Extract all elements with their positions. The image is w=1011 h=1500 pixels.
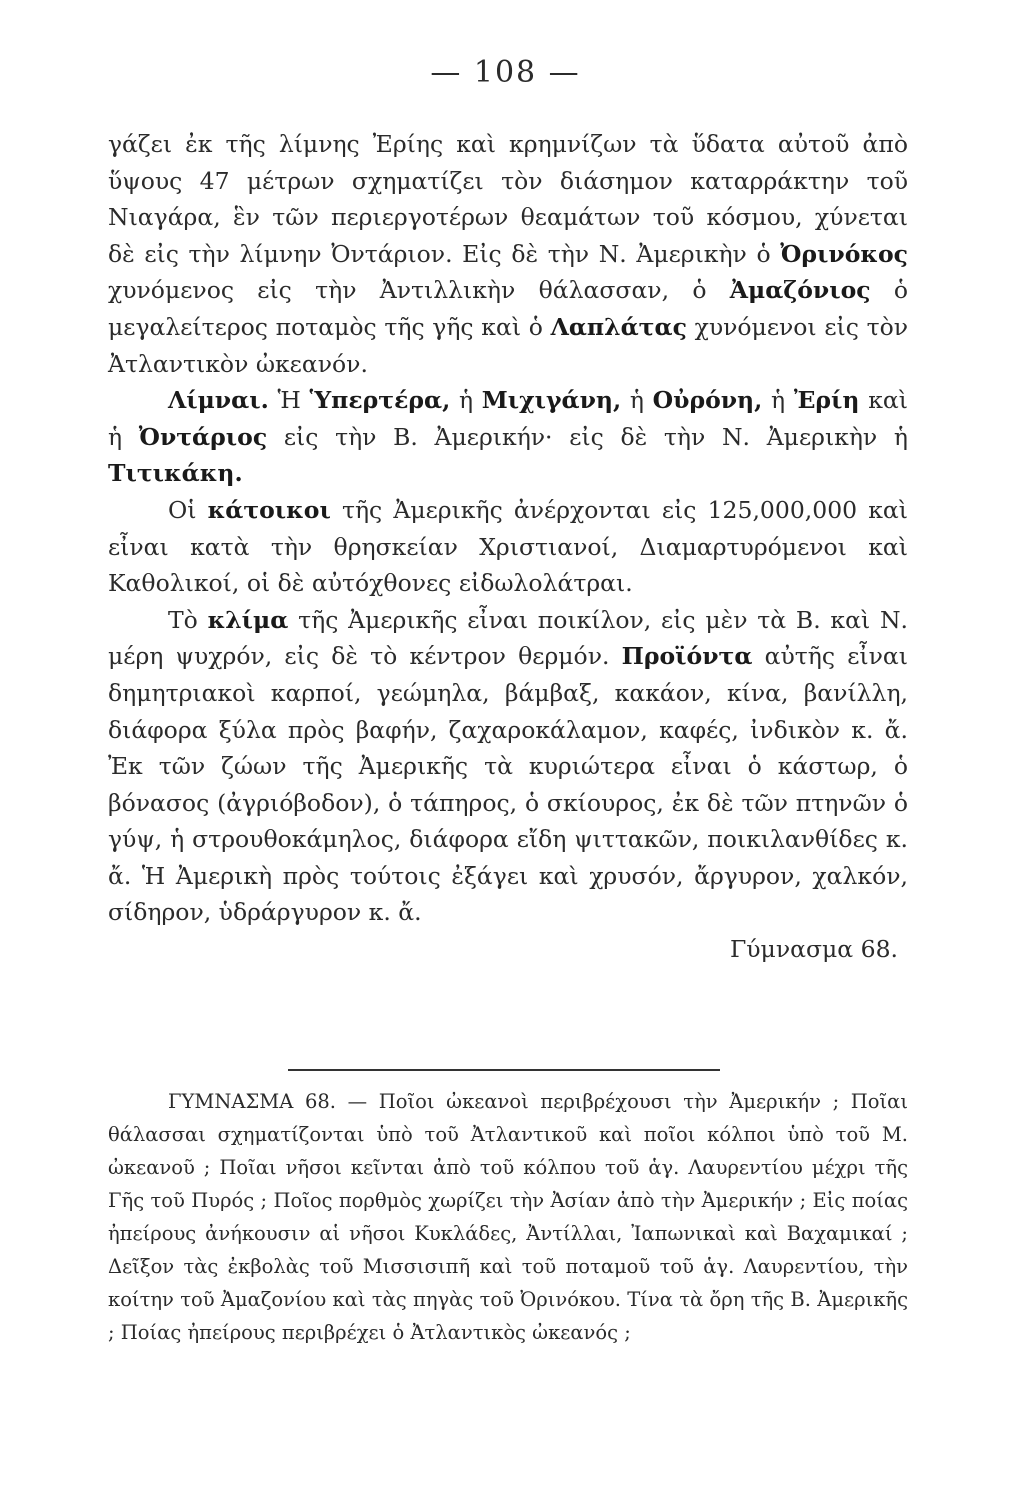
exercise-reference: Γύμνασμα 68.: [729, 935, 898, 964]
footnote-exercise: [108, 1085, 908, 1349]
text-segment: χυνόμενοι εἰς τὸν Ἀτλαντικὸν ὠκεανόν.: [108, 312, 909, 378]
term-ouroni: Οὐρόνη,: [652, 386, 763, 415]
text-segment: ἡ: [450, 386, 482, 415]
paragraph-inhabitants: [108, 492, 908, 602]
term-erii: Ἐρίη: [793, 386, 860, 415]
term-michigani: Μιχιγάνη,: [481, 386, 622, 415]
paragraph-lakes: [108, 382, 908, 492]
text-segment: τῆς Ἀμερικῆς ἀνέρχονται εἰς 125,000,000 καὶ εἶναι κατὰ τὴν θρησκείαν Χριστιανοί, Διαμαρτυρόμενοι καὶ Καθολικοί, οἱ δὲ αὐτόχθονες εἰδωλολάτραι.: [108, 495, 908, 598]
term-ontarios: Ὀντάριος: [138, 422, 268, 451]
footnote-text: — Ποῖοι ὠκεανοὶ περιβρέχουσι τὴν Ἀμερικήν ; Ποῖαι θάλασσαι σχηματίζονται ὑπὸ τοῦ Ἀτλαντικοῦ καὶ ποῖοι κόλποι ὑπὸ τοῦ Μ. ὠκεανοῦ ; Ποῖαι νῆσοι κεῖνται ἀπὸ τοῦ κόλπου τοῦ ἁγ. Λαυρεντίου μέχρι τῆς Γῆς τοῦ Πυρός ; Ποῖος πορθμὸς χωρίζει τὴν Ἀσίαν ἀπὸ τὴν Ἀμερικήν ; Εἰς ποίας ἠπείρους ἀνήκουσιν αἱ νῆσοι Κυκλάδες, Ἀντίλλαι, Ἰαπωνικαὶ καὶ Βαχαμικαί ; Δεῖξον τὰς ἐκβολὰς τοῦ Μισσισιπῆ καὶ τοῦ ποταμοῦ τοῦ ἁγ. Λαυρεντίου, τὴν κοίτην τοῦ Ἀμαζονίου καὶ τὰς πηγὰς τοῦ Ὀρινόκου. Τίνα τὰ ὄρη τῆς Β. Ἀμερικῆς ; Ποίας ἠπείρους περιβρέχει ὁ Ἀτλαντικὸς ὠκεανός ;: [108, 1090, 908, 1344]
term-orinokos: Ὀρινόκος: [780, 239, 908, 268]
term-proionta: Προϊόντα: [621, 642, 753, 671]
text-segment: ἡ: [762, 386, 794, 415]
footnote-label: ΓΥΜΝΑΣΜΑ 68.: [168, 1090, 336, 1113]
page-number: — 108 —: [430, 55, 581, 90]
text-segment: καὶ ἡ: [108, 386, 908, 451]
main-text: [108, 126, 908, 968]
term-ypertera: Ὑπερτέρα,: [309, 386, 451, 415]
term-klima: κλίμα: [207, 605, 289, 634]
term-katoikoi: κάτοικοι: [207, 495, 331, 524]
term-amazonios: Ἀμαζόνιος: [729, 276, 871, 305]
text-segment: ἡ: [621, 386, 653, 415]
heading-limnai: Λίμναι.: [168, 386, 269, 415]
footnote-divider: [288, 1069, 720, 1071]
text-segment: Οἱ: [168, 495, 208, 524]
text-segment: Τὸ: [168, 605, 208, 634]
term-laplatas: Λαπλάτας: [550, 312, 687, 341]
text-segment: αὐτῆς εἶναι δημητριακοὶ καρποί, γεώμηλα, βάμβαξ, κακάον, κίνα, βανίλλη, διάφορα ξύλα πρὸς βαφήν, ζαχαροκάλαμον, καφές, ἰνδικὸν κ. ἄ. Ἐκ τῶν ζώων τῆς Ἀμερικῆς τὰ κυριώτερα εἶναι ὁ κάστωρ, ὁ βόνασος (ἀγριόβοδον), ὁ τάπηρος, ὁ σκίουρος, ἐκ δὲ τῶν πτηνῶν ὁ γύψ, ἡ στρουθοκάμηλος, διάφορα εἴδη ψιττακῶν, ποικιλανθίδες κ. ἄ. Ἡ Ἀμερικὴ πρὸς τούτοις ἐξάγει καὶ χρυσόν, ἄργυρον, χαλκόν, σίδηρον, ὑδράργυρον κ. ἄ.: [108, 642, 908, 927]
text-segment: Ἡ: [268, 386, 310, 415]
paragraph-rivers: [108, 126, 908, 382]
text-segment: γάζει ἐκ τῆς λίμνης Ἐρίης καὶ κρημνίζων τὰ ὕδατα αὐτοῦ ἀπὸ ὕψους 47 μέτρων σχηματίζει τὸν διάσημον καταρράκτην τοῦ Νιαγάρα, ἓν τῶν περιεργοτέρων θεαμάτων τοῦ κόσμου, χύνεται δὲ εἰς τὴν λίμνην Ὀντάριον. Εἰς δὲ τὴν Ν. Ἀμερικὴν ὁ: [108, 130, 908, 268]
text-segment: ὁ μεγαλείτερος ποταμὸς τῆς γῆς καὶ ὁ: [108, 276, 908, 341]
text-segment: χυνόμενος εἰς τὴν Ἀντιλλικὴν θάλασσαν, ὁ: [108, 276, 730, 305]
term-titikaki: Τιτικάκη.: [108, 459, 243, 488]
text-segment: τῆς Ἀμερικῆς εἶναι ποικίλον, εἰς μὲν τὰ Β. καὶ Ν. μέρη ψυχρόν, εἰς δὲ τὸ κέντρον θερμόν.: [108, 605, 908, 671]
paragraph-climate-products: [108, 602, 908, 968]
text-segment: εἰς τὴν Β. Ἀμερικήν· εἰς δὲ τὴν Ν. Ἀμερικὴν ἡ: [267, 422, 908, 451]
